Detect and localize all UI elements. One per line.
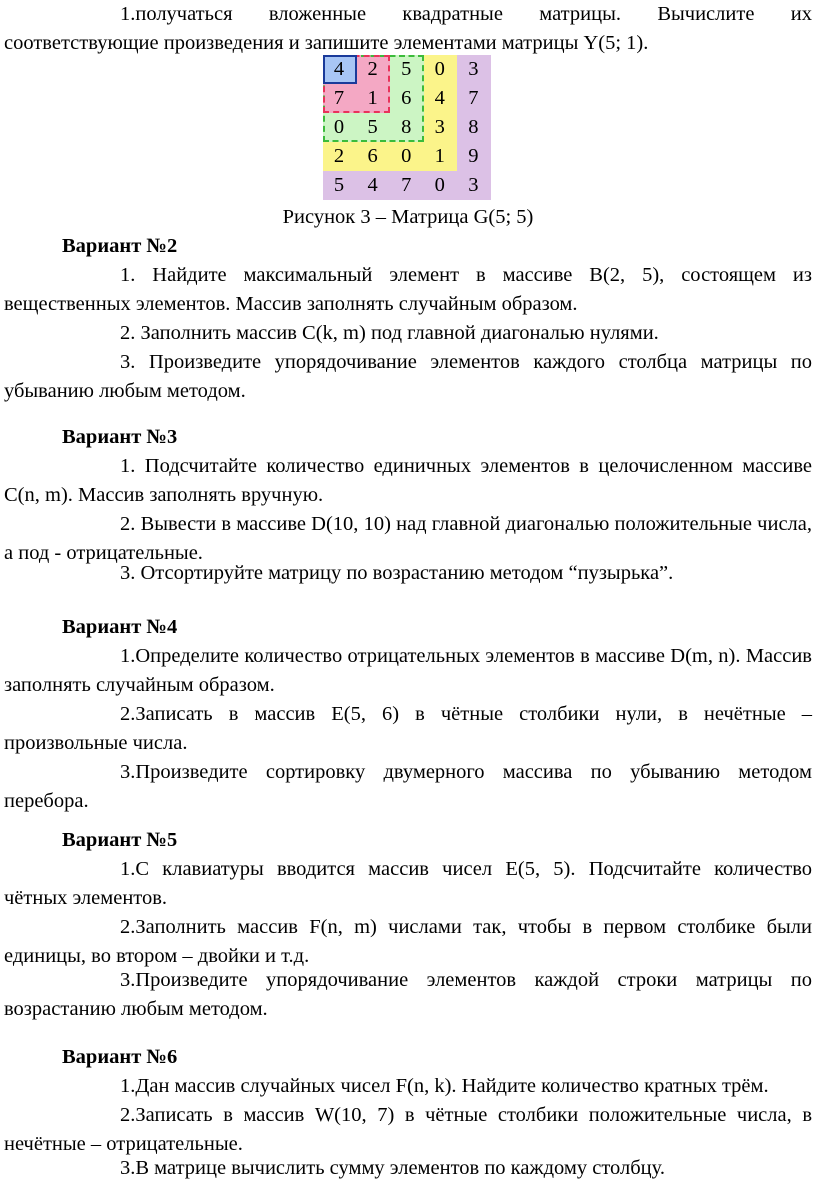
item-number: 2.	[120, 322, 136, 344]
variant-item	[4, 1072, 812, 1101]
variant-heading: Вариант №2	[62, 235, 178, 257]
matrix-cell: 3	[468, 174, 479, 196]
item-number: 3.	[120, 1157, 136, 1179]
variant-item	[4, 1154, 812, 1183]
matrix-cell: 3	[468, 58, 479, 80]
matrix-cell: 5	[333, 174, 345, 196]
figure-caption: Рисунок 3 – Матрица G(5; 5)	[282, 206, 534, 228]
matrix-cell: 6	[401, 87, 412, 109]
item-number: 3.	[120, 351, 136, 373]
matrix-cell: 9	[468, 145, 479, 167]
matrix-cell: 1	[367, 87, 378, 109]
variant-item	[4, 913, 812, 971]
item-number: 1.	[120, 1075, 136, 1097]
variant-heading: Вариант №3	[62, 426, 178, 448]
variant-item	[4, 700, 812, 758]
matrix-cell: 4	[434, 87, 445, 109]
item-number: 2.	[120, 1104, 136, 1126]
matrix-cell: 7	[401, 174, 412, 196]
matrix-cell: 4	[333, 58, 345, 80]
matrix-cell: 4	[367, 174, 378, 196]
matrix-cell: 8	[401, 116, 412, 138]
item-number: 3.	[120, 562, 136, 584]
item-text: Записать в массив E(5, 6) в чётные столбики нули, в нечётные – произвольные числа.	[4, 703, 812, 754]
item-number: 3.	[120, 761, 136, 783]
matrix-cell: 0	[401, 145, 412, 167]
item-text: В матрице вычислить сумму элементов по каждому столбцу.	[135, 1157, 665, 1179]
item-number: 1.	[120, 3, 136, 25]
matrix-cell: 7	[333, 87, 345, 109]
matrix-cell: 3	[434, 116, 445, 138]
item-text: Вывести в массиве D(10, 10) над главной диагональю положительные числа, а под - отрицательные.	[4, 513, 813, 564]
matrix-cell: 0	[434, 174, 445, 196]
item-text: Определите количество отрицательных элементов в массиве D(m, n). Массив заполнять случайным образом.	[4, 645, 812, 696]
item-text: Найдите максимальный элемент в массиве B(2, 5), состоящем из вещественных элементов. Массив заполнять случайным образом.	[4, 264, 812, 315]
variant-item	[4, 855, 812, 913]
item-text: Заполнить массив F(n, m) числами так, чтобы в первом столбике были единицы, во втором – двойки и т.д.	[4, 916, 812, 967]
matrix-cell: 1	[434, 145, 445, 167]
item-text: Произведите упорядочивание элементов каждой строки матрицы по возрастанию любым методом.	[4, 969, 812, 1020]
variant-item	[4, 348, 812, 406]
matrix-cell: 0	[434, 58, 445, 80]
variant-item	[4, 1101, 812, 1159]
variant-item	[4, 559, 812, 588]
item-number: 3.	[120, 969, 136, 991]
item-text: Отсортируйте матрицу по возрастанию методом “пузырька”.	[140, 562, 674, 584]
matrix-cell: 2	[333, 145, 345, 167]
matrix-cell: 2	[367, 58, 378, 80]
intro-item-1	[4, 0, 812, 58]
item-number: 2.	[120, 513, 136, 535]
variant-item	[4, 452, 812, 510]
variant-item	[4, 758, 812, 816]
matrix-cell: 8	[468, 116, 479, 138]
matrix-cell: 0	[333, 116, 345, 138]
variant-item	[4, 319, 812, 348]
matrix-cell: 5	[401, 58, 412, 80]
item-text: Произведите сортировку двумерного массива по убыванию методом перебора.	[4, 761, 812, 812]
item-text: С клавиатуры вводится массив чисел E(5, 5). Подсчитайте количество чётных элементов.	[4, 858, 812, 909]
item-text: Дан массив случайных чисел F(n, k). Найдите количество кратных трём.	[135, 1075, 769, 1097]
item-number: 1.	[120, 645, 136, 667]
item-number: 1.	[120, 858, 136, 880]
matrix-figure	[323, 55, 491, 200]
variant-item	[4, 261, 812, 319]
variant-item	[4, 966, 812, 1024]
matrix-cell: 5	[367, 116, 378, 138]
item-text: Произведите упорядочивание элементов каждого столбца матрицы по убыванию любым методом.	[4, 351, 812, 402]
item-text: получаться вложенные квадратные матрицы. Вычислите их соответствующие произведения и запишите элементами матрицы Y(5; 1).	[4, 3, 812, 54]
variant-heading: Вариант №6	[62, 1046, 178, 1068]
matrix-cell: 6	[367, 145, 378, 167]
matrix-cell: 7	[468, 87, 479, 109]
variant-heading: Вариант №5	[62, 829, 178, 851]
item-number: 2.	[120, 916, 136, 938]
item-number: 1.	[120, 455, 136, 477]
item-text: Подсчитайте количество единичных элементов в целочисленном массиве C(n, m). Массив заполнять вручную.	[4, 455, 812, 506]
item-number: 1.	[120, 264, 136, 286]
item-text: Записать в массив W(10, 7) в чётные столбики положительные числа, в нечётные – отрицательные.	[4, 1104, 812, 1155]
item-text: Заполнить массив C(k, m) под главной диагональю нулями.	[140, 322, 659, 344]
variant-item	[4, 642, 812, 700]
variant-heading: Вариант №4	[62, 616, 178, 638]
item-number: 2.	[120, 703, 136, 725]
